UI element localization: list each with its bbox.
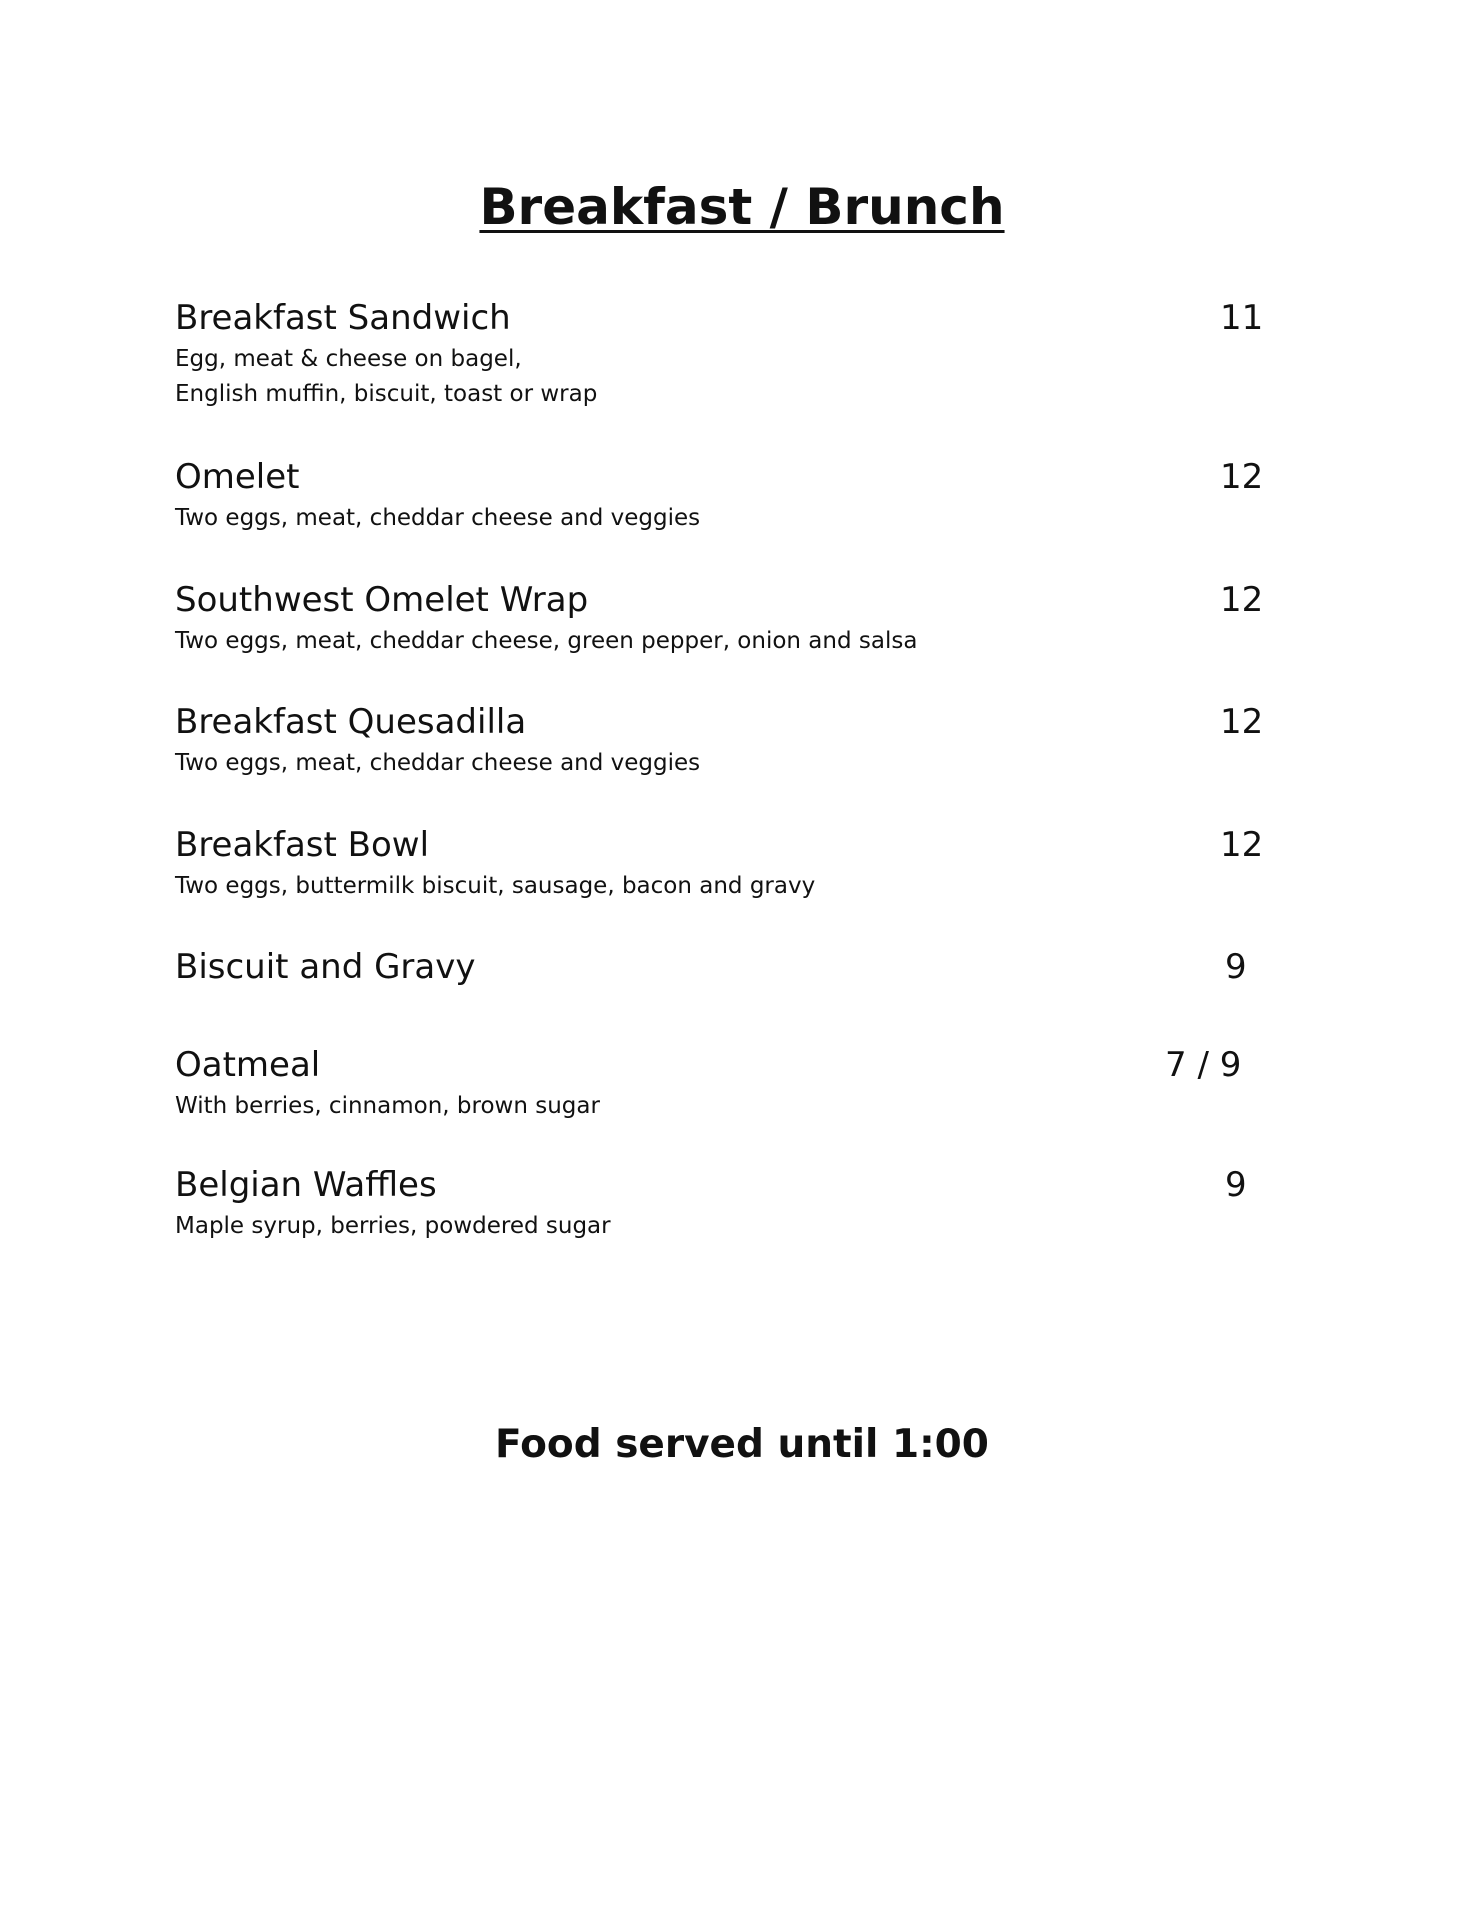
menu-item-price: 9 <box>1225 947 1247 987</box>
menu-item-name: Oatmeal <box>175 1045 321 1085</box>
menu-item-oatmeal <box>175 1043 1265 1124</box>
menu-item-description: Two eggs, meat, cheddar cheese, green pepper, onion and salsa <box>175 628 918 654</box>
menu-item-belgian-waffles <box>175 1163 1265 1244</box>
menu-item-name: Omelet <box>175 457 300 497</box>
menu-item-description: Egg, meat & cheese on bagel, <box>175 346 522 372</box>
menu-item-description: Two eggs, meat, cheddar cheese and veggies <box>175 750 701 776</box>
menu-item-description: English muffin, biscuit, toast or wrap <box>175 381 598 407</box>
menu-item-breakfast-sandwich <box>175 296 1265 412</box>
menu-item-description: Two eggs, buttermilk biscuit, sausage, bacon and gravy <box>175 873 816 899</box>
menu-item-price: 7 / 9 <box>1165 1045 1242 1085</box>
serving-hours-note: Food served until 1:00 <box>495 1422 989 1467</box>
menu-item-biscuit-and-gravy <box>175 945 1265 989</box>
menu-item-description: Two eggs, meat, cheddar cheese and veggies <box>175 505 701 531</box>
menu-item-name: Breakfast Quesadilla <box>175 702 527 742</box>
menu-title: Breakfast / Brunch <box>479 178 1005 236</box>
menu-item-price: 11 <box>1220 298 1264 338</box>
menu-item-breakfast-bowl <box>175 823 1265 904</box>
menu-item-southwest-omelet-wrap <box>175 578 1265 659</box>
menu-item-name: Belgian Waffles <box>175 1165 437 1205</box>
menu-item-name: Biscuit and Gravy <box>175 947 476 987</box>
menu-item-price: 12 <box>1220 702 1264 742</box>
menu-item-price: 12 <box>1220 580 1264 620</box>
menu-item-breakfast-quesadilla <box>175 700 1265 781</box>
menu-item-price: 12 <box>1220 825 1264 865</box>
menu-item-name: Breakfast Bowl <box>175 825 430 865</box>
menu-item-omelet <box>175 455 1265 536</box>
menu-item-name: Southwest Omelet Wrap <box>175 580 589 620</box>
menu-item-description: Maple syrup, berries, powdered sugar <box>175 1213 611 1239</box>
menu-item-price: 12 <box>1220 457 1264 497</box>
menu-item-name: Breakfast Sandwich <box>175 298 511 338</box>
menu-item-price: 9 <box>1225 1165 1247 1205</box>
menu-item-description: With berries, cinnamon, brown sugar <box>175 1093 600 1119</box>
